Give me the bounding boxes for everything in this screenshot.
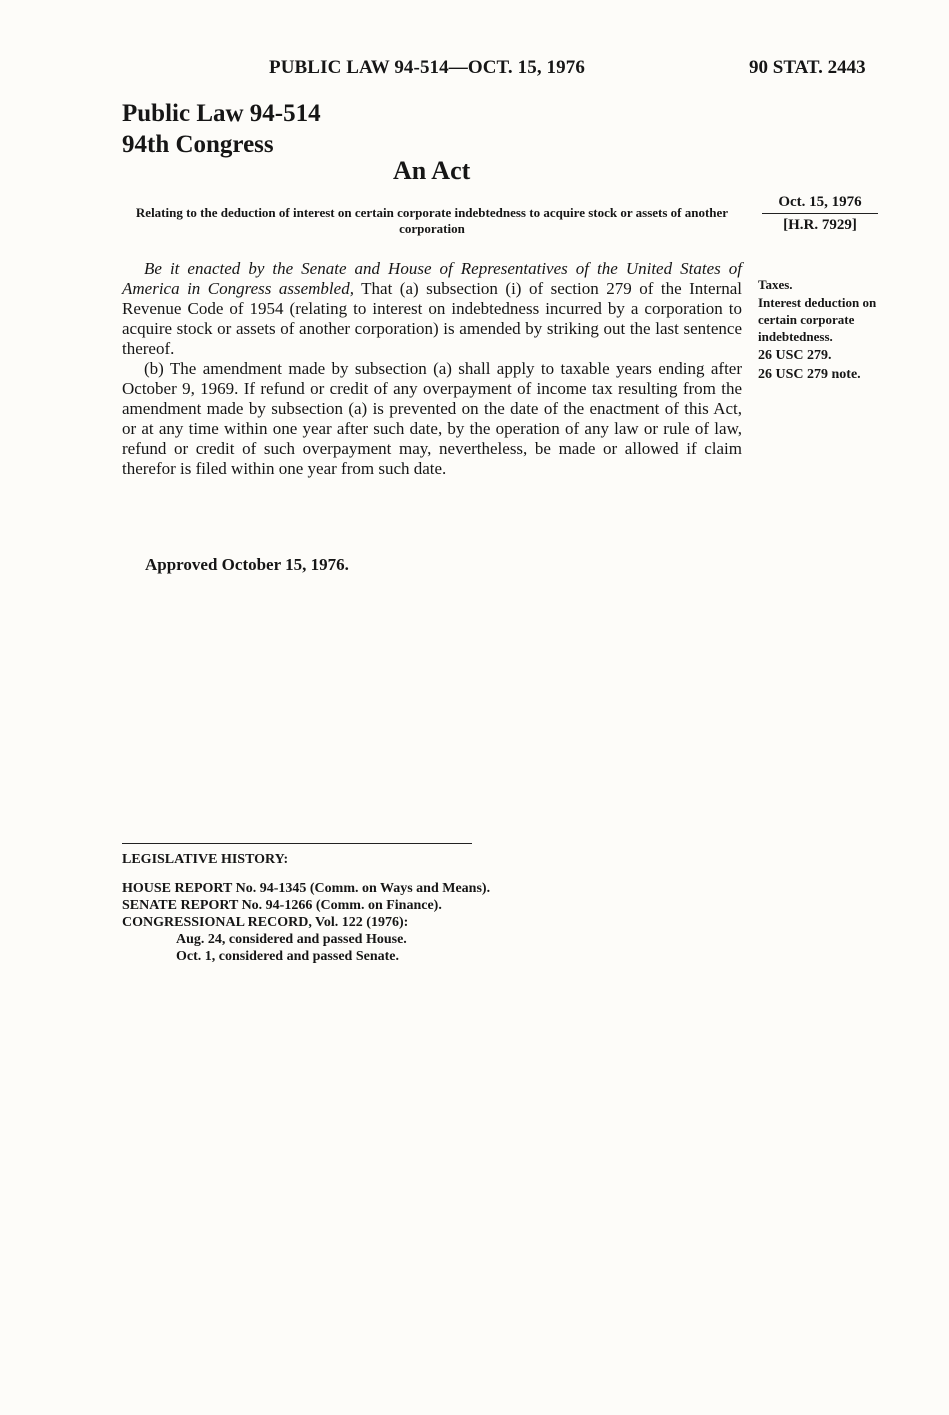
margin-citation-1: 26 USC 279. — [758, 348, 832, 363]
margin-notes — [758, 276, 888, 383]
enactment-date: Oct. 15, 1976 — [762, 194, 878, 214]
legislative-history-list — [122, 880, 490, 965]
approval-line: Approved October 15, 1976. — [145, 555, 349, 574]
footnote-divider — [122, 843, 472, 844]
margin-note-interest: Interest deduction on certain corporate indebtedness. — [758, 295, 877, 344]
house-report: HOUSE REPORT No. 94-1345 (Comm. on Ways and Means). — [122, 881, 491, 896]
house-action: Aug. 24, considered and passed House. — [176, 932, 407, 947]
statute-page-reference: 90 STAT. 2443 — [749, 57, 866, 78]
law-number: Public Law 94-514 — [122, 100, 321, 127]
section-a-paragraph — [122, 259, 742, 359]
legislative-history-title: LEGISLATIVE HISTORY: — [122, 852, 289, 867]
section-b-paragraph: (b) The amendment made by subsection (a) shall apply to taxable years ending after October 9, 1969. If refund or credit of any overpayment of income tax resulting from the amendment made by subsection (a) is prevented on the date of the enactment of this Act, or at any time within one year after such date, by the operation of any law or rule of law, refund or credit of such overpayment may, nevertheless, be made or allowed if claim therefor is filed within one year from such date. — [122, 359, 742, 478]
bill-number: [H.R. 7929] — [783, 217, 857, 233]
act-purpose: Relating to the deduction of interest on certain corporate indebtedness to acquire stock or assets of another corporation — [135, 205, 729, 236]
act-heading: An Act — [393, 156, 471, 185]
senate-report: SENATE REPORT No. 94-1266 (Comm. on Finance). — [122, 898, 442, 913]
section-a-text: That (a) subsection (i) of section 279 of the Internal Revenue Code of 1954 (relating to interest on indebtedness incurred by a corporation to acquire stock or assets of another corporation) is amended by striking out the last sentence thereof. — [122, 279, 742, 358]
congressional-record: CONGRESSIONAL RECORD, Vol. 122 (1976): — [122, 915, 409, 930]
margin-citation-2: 26 USC 279 note. — [758, 367, 861, 382]
running-head: PUBLIC LAW 94-514—OCT. 15, 1976 — [269, 57, 585, 78]
margin-note-taxes: Taxes. — [758, 277, 793, 292]
margin-date-block — [762, 194, 878, 234]
act-body — [122, 259, 742, 479]
enacting-clause: Be it enacted by the Senate and House of Representatives of the United States of America in Congress assembled, — [122, 259, 742, 298]
congress-number: 94th Congress — [122, 131, 274, 158]
senate-action: Oct. 1, considered and passed Senate. — [176, 949, 399, 964]
